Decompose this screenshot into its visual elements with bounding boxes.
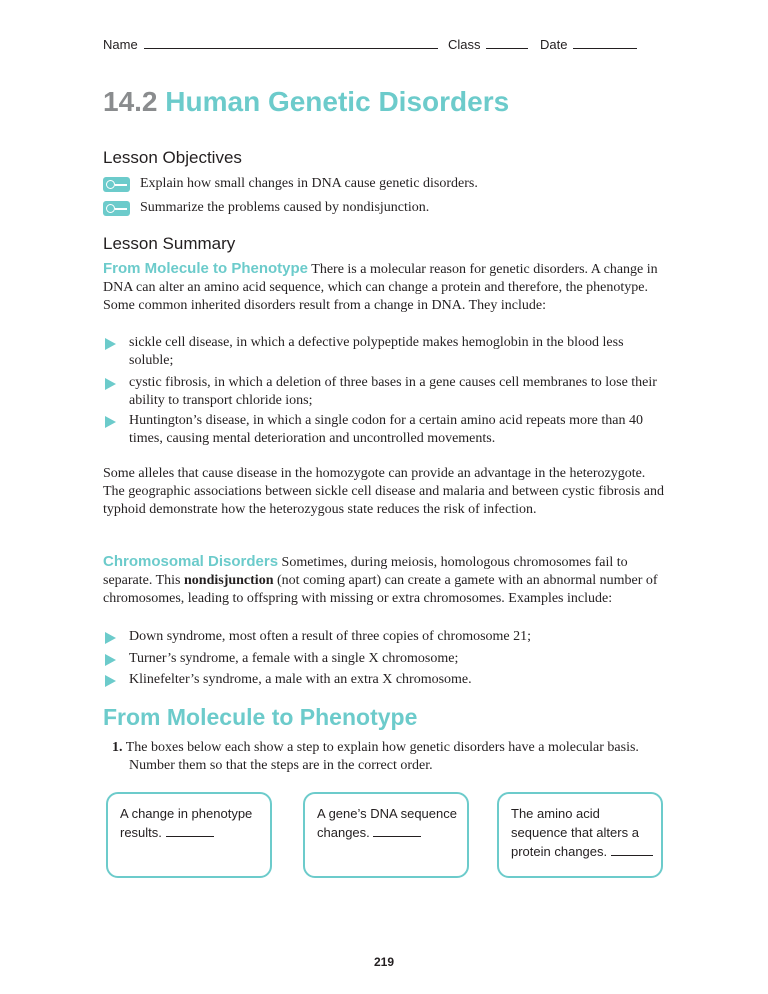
key-icon: [103, 201, 130, 216]
bullet-text: Turner’s syndrome, a female with a single X chromosome;: [129, 651, 459, 666]
name-field: [103, 37, 438, 52]
step-box: [303, 792, 469, 878]
bullet-item: [103, 628, 668, 646]
bullet-text: sickle cell disease, in which a defective polypeptide makes hemoglobin in the blood less soluble;: [129, 335, 624, 368]
bullet-text: cystic fibrosis, in which a deletion of three bases in a gene causes cell membranes to lose their ability to transport chloride ions;: [129, 375, 657, 408]
bullet-item: [103, 671, 668, 689]
bullet-item: [103, 412, 668, 448]
order-blank[interactable]: [373, 824, 421, 837]
key-icon: [103, 177, 130, 192]
lesson-title: Human Genetic Disorders: [165, 86, 510, 117]
objective-text: Summarize the problems caused by nondisjunction.: [140, 200, 430, 215]
name-blank[interactable]: [144, 37, 438, 49]
chromosomal-line2-pre: to separate. This: [103, 555, 628, 588]
objective-item: [103, 198, 429, 218]
bullet-text: Huntington’s disease, in which a single codon for a certain amino acid repeats more than 40 times, causing mental deterioration and uncontrolled movements.: [129, 413, 643, 446]
step-text: A gene’s DNA sequence changes.: [317, 806, 457, 840]
molecule-subhead: From Molecule to Phenotype: [103, 260, 309, 277]
class-blank[interactable]: [486, 37, 528, 49]
date-blank[interactable]: [573, 37, 637, 49]
class-field: [448, 37, 528, 52]
molecule-paragraph: [103, 260, 668, 315]
bullet-arrow-icon: [105, 416, 116, 428]
objective-text: Explain how small changes in DNA cause genetic disorders.: [140, 176, 478, 191]
page-number: 219: [373, 955, 395, 969]
summary-heading: Lesson Summary: [103, 234, 236, 253]
chromosomal-paragraph: [103, 553, 668, 608]
step-text: A change in phenotype results.: [120, 806, 253, 840]
step-box: [497, 792, 663, 878]
bullet-item: [103, 374, 668, 410]
order-blank[interactable]: [611, 843, 653, 856]
section-heading: From Molecule to Phenotype: [103, 704, 418, 730]
question-1: [112, 739, 657, 775]
objective-item: [103, 174, 478, 194]
name-label: Name: [103, 37, 138, 52]
bullet-text: Down syndrome, most often a result of three copies of chromosome 21;: [129, 629, 532, 644]
molecule-body: change in DNA can alter an amino acid sequence, which can change a protein and therefore, the phenotype. Some common inherited disorders result from a change in DNA. They include:: [103, 262, 658, 313]
bullet-arrow-icon: [105, 654, 116, 666]
bullet-item: [103, 334, 668, 370]
date-field: [540, 37, 637, 52]
chromosomal-lead: Sometimes, during meiosis, homologous chromosomes fail: [278, 555, 614, 570]
lesson-number: 14.2: [103, 86, 158, 117]
bullet-item: [103, 650, 668, 668]
step-box: [106, 792, 272, 878]
objectives-heading: Lesson Objectives: [103, 148, 242, 167]
page-title: [103, 86, 509, 118]
bullet-arrow-icon: [105, 338, 116, 350]
bullet-arrow-icon: [105, 378, 116, 390]
question-text: The boxes below each show a step to explain how genetic disorders have a molecular basis. Number them so that the steps are in the correct order.: [125, 740, 639, 773]
question-number: 1.: [112, 740, 123, 755]
alleles-paragraph: Some alleles that cause disease in the homozygote can provide an advantage in the heterozygote. The geographic associations between sickle cell disease and malaria and between cystic fibrosis and typhoid demonstrate how the heterozygous state reduces the risk of infection.: [103, 466, 664, 517]
nondisjunction-term: nondisjunction: [184, 573, 274, 588]
order-blank[interactable]: [166, 824, 214, 837]
bullet-arrow-icon: [105, 632, 116, 644]
bullet-text: Klinefelter’s syndrome, a male with an extra X chromosome.: [129, 672, 472, 687]
molecule-lead: There is a molecular reason for genetic disorders. A: [308, 262, 601, 277]
chromosomal-subhead: Chromosomal Disorders: [103, 553, 279, 570]
class-label: Class: [448, 37, 481, 52]
date-label: Date: [540, 37, 568, 52]
step-text: The amino acid sequence that alters a protein changes.: [511, 806, 639, 859]
chromosomal-line2-post: (not coming apart) can create a gamete with an abnormal number of chromosomes, leading to offspring with missing or extra chromosomes. Examples include:: [103, 573, 658, 606]
bullet-arrow-icon: [105, 675, 116, 687]
